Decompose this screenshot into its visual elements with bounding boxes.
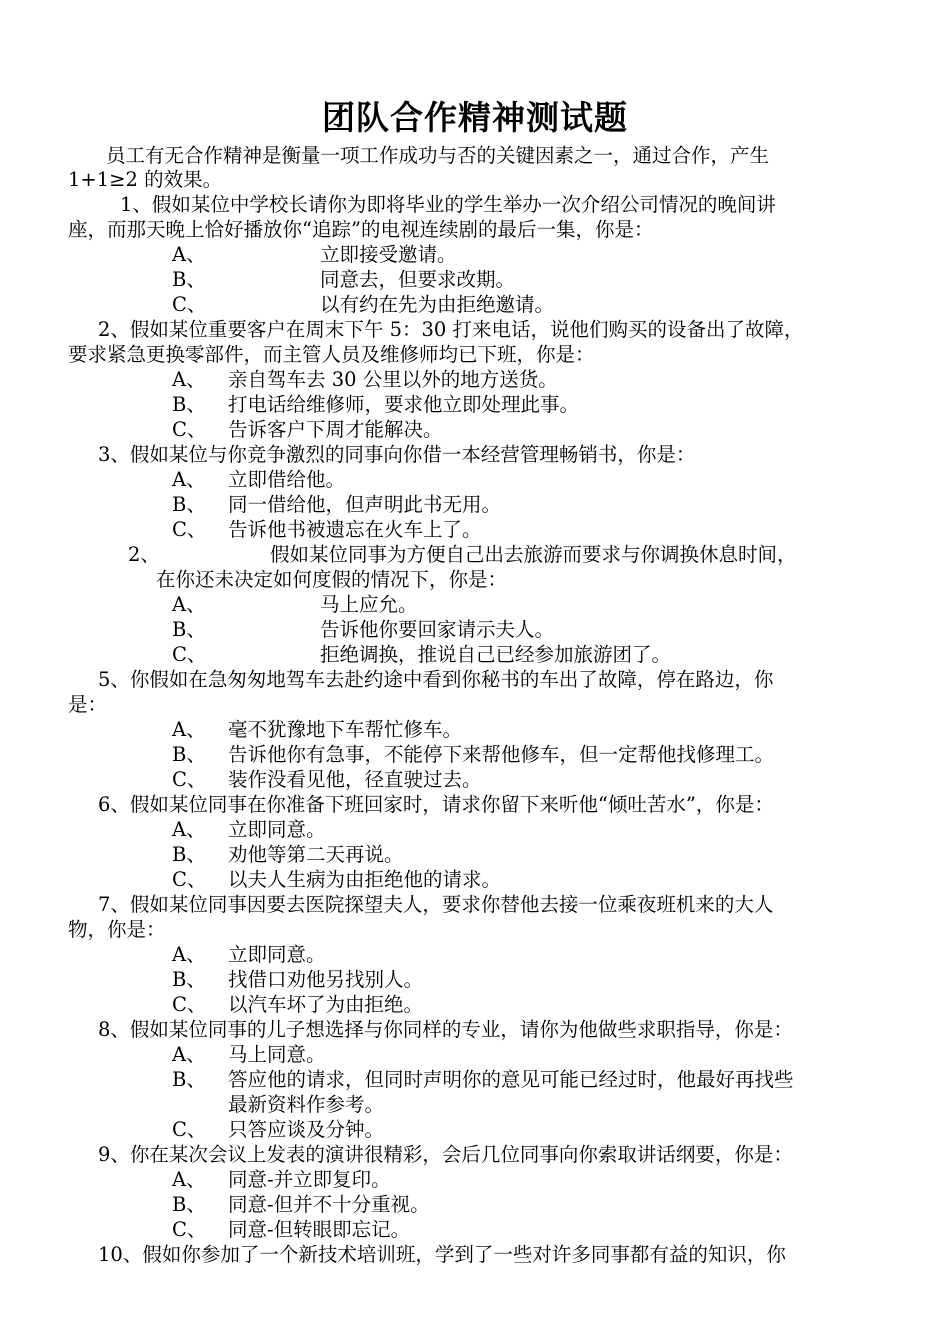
question-10-line-1: 10、假如你参加了一个新技术培训班，学到了一些对许多同事都有益的知识，你 [98,1243,786,1266]
option-text: 马上同意。 [228,1043,326,1066]
question-7-line-1: 7、假如某位同事因要去医院探望夫人，要求你替他去接一位乘夜班机来的大人 [98,893,774,916]
option-label: B、 [172,493,206,516]
option-label: C、 [172,1218,207,1241]
option-text: 同一借给他，但声明此书无用。 [228,493,502,516]
option-text: 装作没看见他，径直驶过去。 [228,768,482,791]
option-text: 告诉他你有急事，不能停下来帮他修车，但一定帮他找修理工。 [228,743,775,766]
question-3-line-1: 3、假如某位与你竞争激烈的同事向你借一本经营管理畅销书，你是： [98,443,696,466]
option-label: A、 [172,468,206,491]
option-text: 马上应允。 [320,593,418,616]
option-text: 拒绝调换，推说自己已经参加旅游团了。 [320,643,672,666]
question-5-line-2: 是： [68,693,108,716]
question-4-number: 2、 [128,543,160,566]
option-text: 毫不犹豫地下车帮忙修车。 [228,718,463,741]
option-label: C、 [172,1118,207,1141]
option-text: 以有约在先为由拒绝邀请。 [320,293,555,316]
option-label: A、 [172,1168,206,1191]
question-2-line-1: 2、假如某位重要客户在周末下午 5：30 打来电话，说他们购买的设备出了故障， [98,318,804,341]
option-text: 只答应谈及分钟。 [228,1118,385,1141]
question-8-line-1: 8、假如某位同事的儿子想选择与你同样的专业，请你为他做些求职指导，你是： [98,1018,793,1041]
option-text: 立即同意。 [228,818,326,841]
option-text: 告诉客户下周才能解决。 [228,418,443,441]
question-1-line-2: 座，而那天晚上恰好播放你“追踪”的电视连续剧的最后一集，你是： [68,218,654,241]
option-text: 以汽车坏了为由拒绝。 [228,993,424,1016]
option-text: 同意去，但要求改期。 [320,268,516,291]
option-text: 亲自驾车去 30 公里以外的地方送货。 [228,368,558,391]
question-1-line-1: 1、假如某位中学校长请你为即将毕业的学生举办一次介绍公司情况的晚间讲 [120,193,776,216]
intro-line-1: 员工有无合作精神是衡量一项工作成功与否的关键因素之一，通过合作，产生 [106,144,770,167]
option-label: A、 [172,243,206,266]
option-label: A、 [172,1043,206,1066]
option-label: C、 [172,643,207,666]
option-label: A、 [172,718,206,741]
option-label: C、 [172,868,207,891]
option-label: A、 [172,818,206,841]
option-text: 立即同意。 [228,943,326,966]
option-label: B、 [172,618,206,641]
question-9-line-1: 9、你在某次会议上发表的演讲很精彩，会后几位同事向你索取讲话纲要，你是： [98,1143,793,1166]
option-label: C、 [172,993,207,1016]
question-4-line-1: 假如某位同事为方便自己出去旅游而要求与你调换休息时间， [270,543,797,566]
option-label: B、 [172,968,206,991]
option-text: 同意-但并不十分重视。 [228,1193,430,1216]
question-2-line-2: 要求紧急更换零部件，而主管人员及维修师均已下班，你是： [68,343,595,366]
option-label: B、 [172,843,206,866]
question-7-line-2: 物，你是： [68,918,166,941]
option-text: 立即接受邀请。 [320,243,457,266]
option-label: C、 [172,518,207,541]
option-text: 同意-但转眼即忘记。 [228,1218,411,1241]
question-8-option-b-continuation: 最新资料作参考。 [228,1093,385,1116]
option-text: 同意-并立即复印。 [228,1168,391,1191]
question-6-line-1: 6、假如某位同事在你准备下班回家时，请求你留下来听他“倾吐苦水”，你是： [98,793,774,816]
option-label: B、 [172,1193,206,1216]
option-label: B、 [172,1068,206,1091]
option-label: C、 [172,293,207,316]
option-text: 找借口劝他另找别人。 [228,968,424,991]
option-text: 告诉他你要回家请示夫人。 [320,618,555,641]
option-text: 打电话给维修师，要求他立即处理此事。 [228,393,580,416]
option-text: 以夫人生病为由拒绝他的请求。 [228,868,502,891]
option-text: 立即借给他。 [228,468,346,491]
option-label: A、 [172,943,206,966]
intro-line-2: 1+1≥2 的效果。 [68,168,223,191]
option-label: C、 [172,768,207,791]
option-text: 告诉他书被遗忘在火车上了。 [228,518,482,541]
option-label: B、 [172,393,206,416]
option-label: B、 [172,743,206,766]
option-text: 劝他等第二天再说。 [228,843,404,866]
option-label: C、 [172,418,207,441]
option-label: A、 [172,593,206,616]
page-title: 团队合作精神测试题 [322,98,628,137]
question-4-line-2: 在你还未决定如何度假的情况下，你是： [156,568,508,591]
question-5-line-1: 5、你假如在急匆匆地驾车去赴约途中看到你秘书的车出了故障，停在路边，你 [98,668,774,691]
option-text: 答应他的请求，但同时声明你的意见可能已经过时，他最好再找些 [228,1068,794,1091]
option-label: B、 [172,268,206,291]
option-label: A、 [172,368,206,391]
